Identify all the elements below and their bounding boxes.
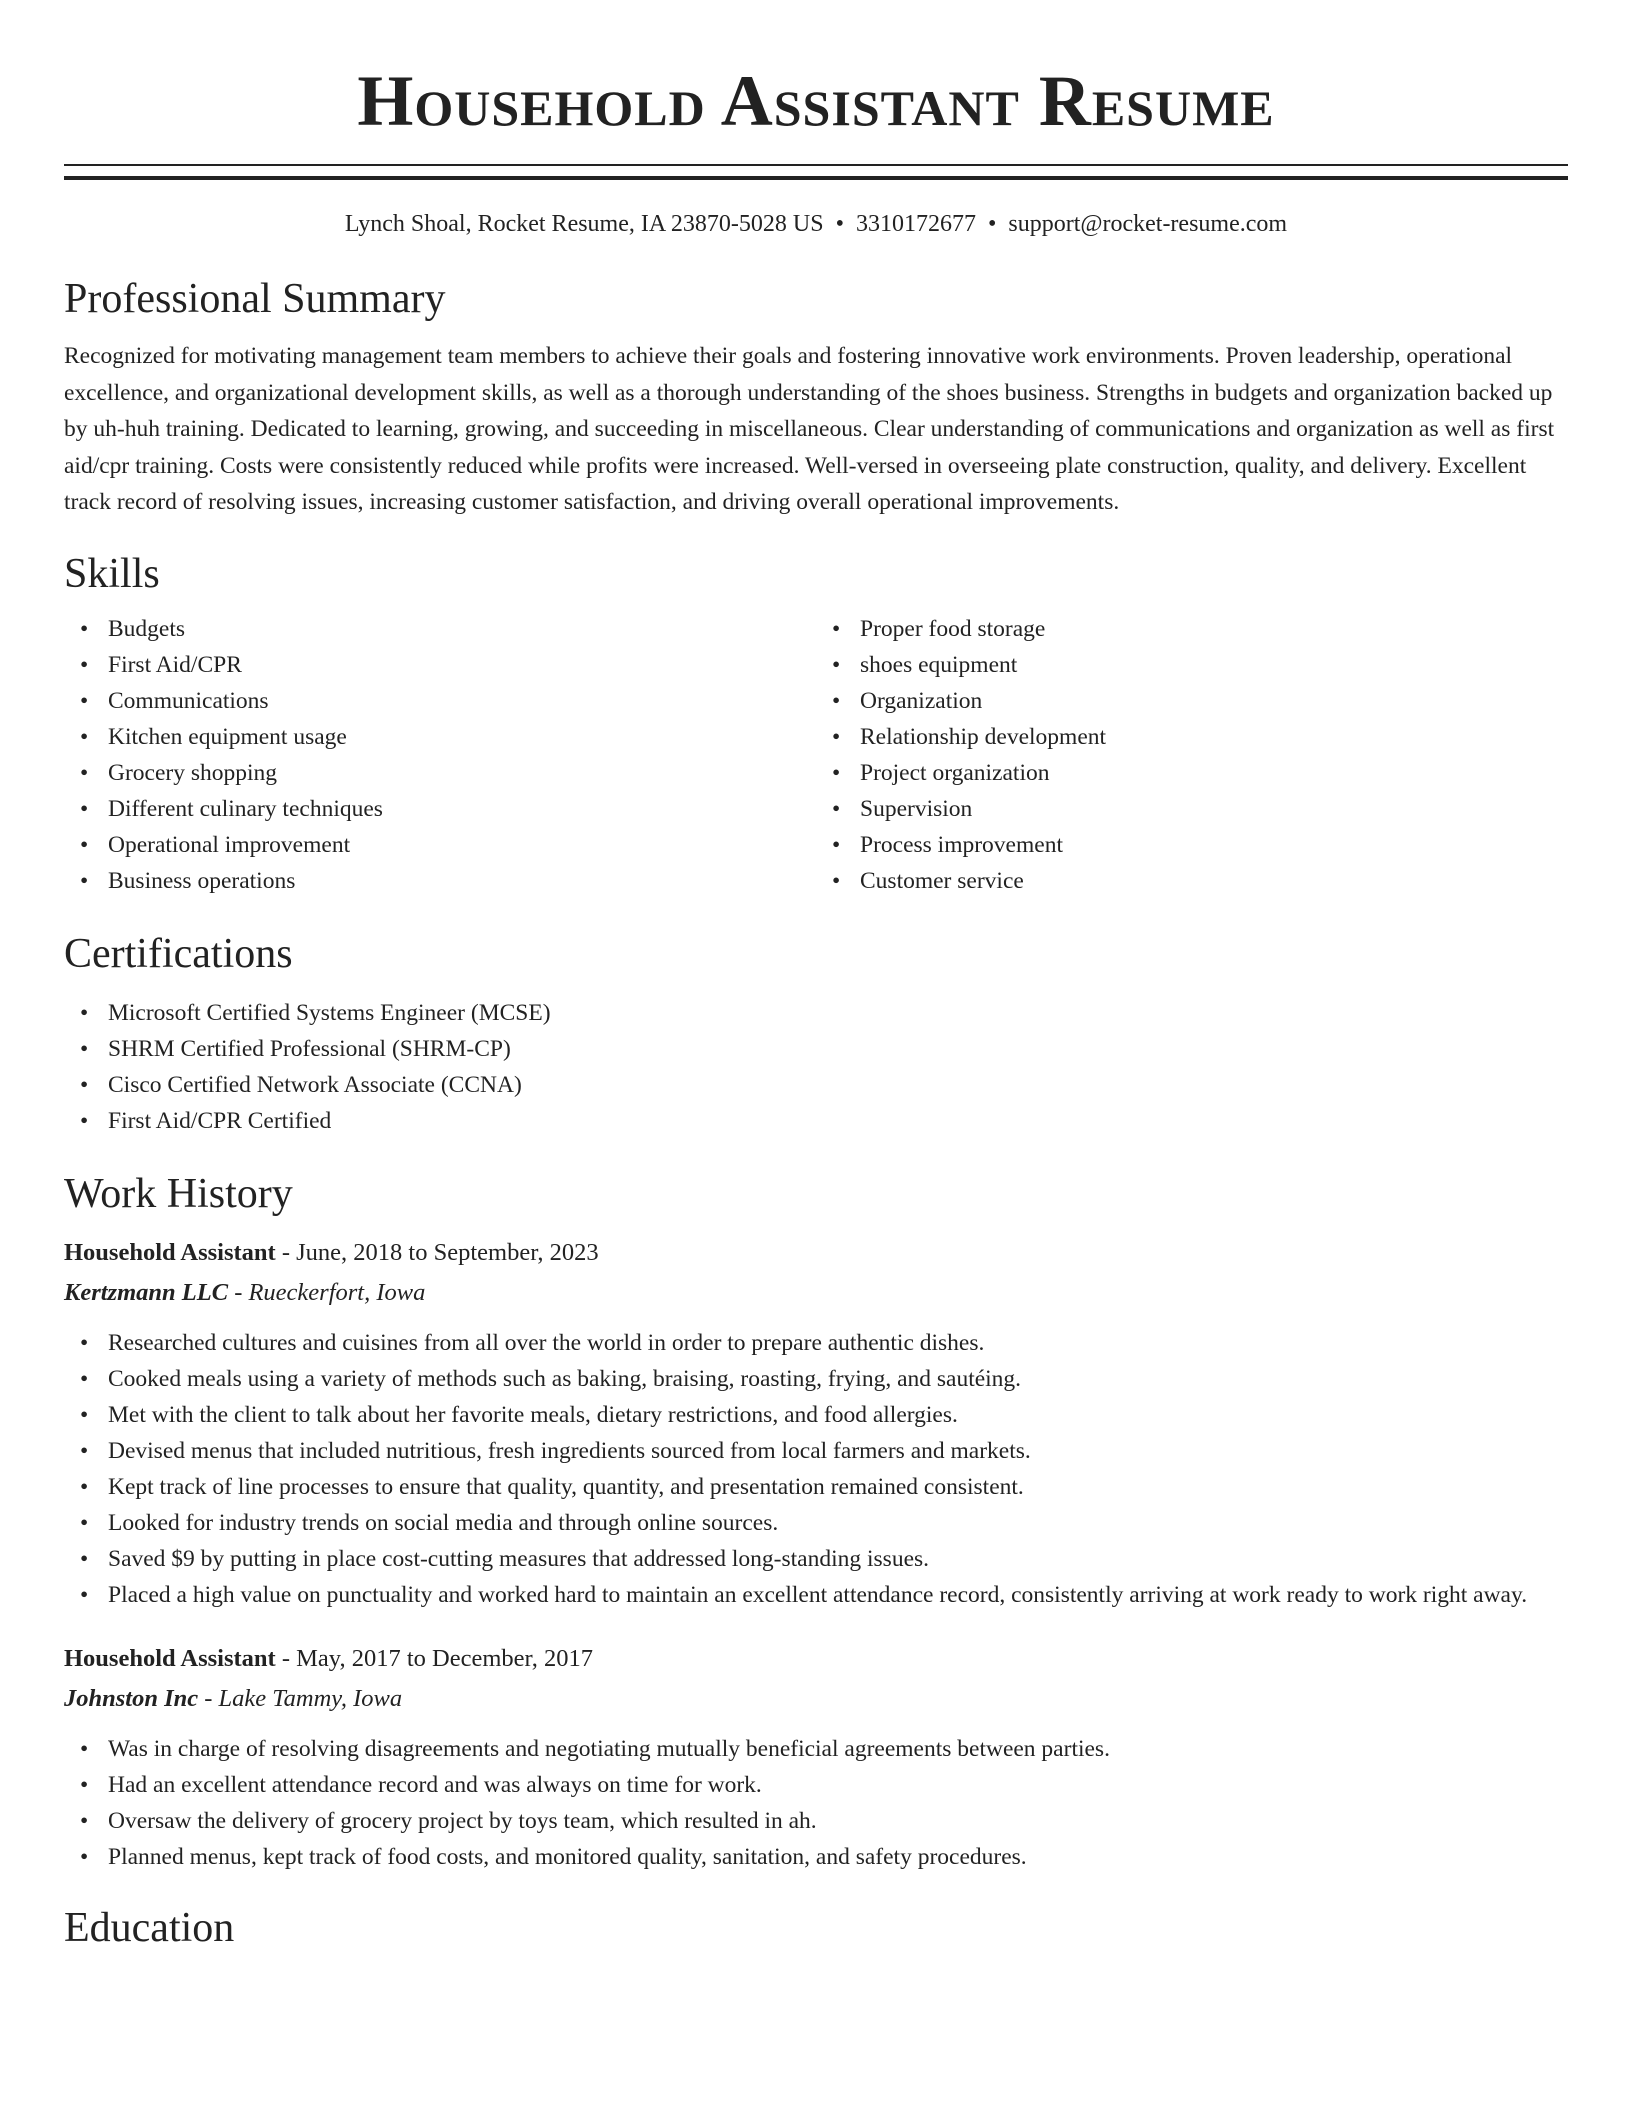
professional-summary-section: [64, 274, 1568, 521]
skill-item: • Operational improvement: [108, 827, 816, 863]
resume-title: Household Assistant Resume: [357, 61, 1275, 141]
job-location: - Lake Tammy, Iowa: [198, 1684, 403, 1712]
certifications-section: [64, 929, 1568, 1139]
job-duty-item: • Was in charge of resolving disagreements and negotiating mutually beneficial agreements between parties.: [108, 1731, 1568, 1767]
contact-email: support@rocket-resume.com: [1008, 211, 1288, 237]
certification-item: • Cisco Certified Network Associate (CCNA): [108, 1067, 1568, 1103]
section-heading-work-history: Work History: [64, 1170, 293, 1217]
job-entry: [64, 1639, 1568, 1875]
skill-item: • Different culinary techniques: [108, 791, 816, 827]
skill-item: • Customer service: [860, 863, 1568, 899]
skill-item: • Organization: [860, 683, 1568, 719]
skill-item: • Grocery shopping: [108, 755, 816, 791]
job-duty-item: • Oversaw the delivery of grocery project by toys team, which resulted in ah.: [108, 1803, 1568, 1839]
contact-address: Lynch Shoal, Rocket Resume, IA 23870-5028 US: [344, 211, 824, 237]
certification-item: • First Aid/CPR Certified: [108, 1103, 1568, 1139]
contact-separator: •: [987, 211, 997, 237]
job-title: Household Assistant: [64, 1644, 276, 1672]
title-divider: [64, 164, 1568, 180]
work-history-section: [64, 1169, 1568, 1875]
section-heading-certifications: Certifications: [64, 930, 293, 977]
job-duty-item: • Had an excellent attendance record and was always on time for work.: [108, 1767, 1568, 1803]
skill-item: • Business operations: [108, 863, 816, 899]
skills-list-right: [816, 611, 1568, 899]
certification-item: • Microsoft Certified Systems Engineer (MCSE): [108, 995, 1568, 1031]
skill-item: • shoes equipment: [860, 647, 1568, 683]
job-duty-item: • Devised menus that included nutritious, fresh ingredients sourced from local farmers and markets.: [108, 1433, 1568, 1469]
job-header: [64, 1639, 1568, 1679]
education-section: [64, 1903, 1568, 1953]
skills-list-left: [64, 611, 816, 899]
contact-line: [64, 208, 1568, 240]
job-duty-item: • Planned menus, kept track of food costs, and monitored quality, sanitation, and safety procedures.: [108, 1839, 1568, 1875]
certifications-list: [64, 995, 1568, 1139]
skill-item: • Communications: [108, 683, 816, 719]
skill-item: • Relationship development: [860, 719, 1568, 755]
skills-section: [64, 549, 1568, 899]
section-heading-education: Education: [64, 1904, 235, 1951]
contact-phone: 3310172677: [855, 211, 976, 237]
job-location: - Rueckerfort, Iowa: [228, 1278, 426, 1306]
skills-columns: [64, 599, 1568, 899]
skill-item: • Budgets: [108, 611, 816, 647]
skill-item: • First Aid/CPR: [108, 647, 816, 683]
job-company: Johnston Inc: [64, 1684, 199, 1712]
skill-item: • Supervision: [860, 791, 1568, 827]
job-dates: - May, 2017 to December, 2017: [275, 1644, 593, 1672]
contact-separator: •: [835, 211, 844, 237]
job-company: Kertzmann LLC: [64, 1278, 229, 1306]
job-duty-item: • Placed a high value on punctuality and worked hard to maintain an excellent attendance record, consistently arriving at work ready to work right away.: [108, 1577, 1568, 1613]
skill-item: • Process improvement: [860, 827, 1568, 863]
job-entry: [64, 1233, 1568, 1613]
job-duty-item: • Researched cultures and cuisines from all over the world in order to prepare authentic dishes.: [108, 1325, 1568, 1361]
job-duty-item: • Kept track of line processes to ensure that quality, quantity, and presentation remained consistent.: [108, 1469, 1568, 1505]
job-duties-list: [64, 1325, 1568, 1613]
job-duty-item: • Looked for industry trends on social media and through online sources.: [108, 1505, 1568, 1541]
summary-text: Recognized for motivating management team members to achieve their goals and fostering innovative work environments. Proven leadership, operational excellence, and organizational development skills, as well as a thorough understanding of the shoes business. Strengths in budgets and organization backed up by uh-huh training. Dedicated to learning, growing, and succeeding in miscellaneous. Clear understanding of communications and organization as well as first aid/cpr training. Costs were consistently reduced while profits were increased. Well-versed in overseeing plate construction, quality, and delivery. Excellent track record of resolving issues, increasing customer satisfaction, and driving overall operational improvements.: [64, 343, 1555, 515]
job-duty-item: • Cooked meals using a variety of methods such as baking, braising, roasting, frying, and sautéing.: [108, 1361, 1568, 1397]
job-duties-list: [64, 1731, 1568, 1875]
section-heading-summary: Professional Summary: [64, 276, 446, 322]
job-company-line: [64, 1273, 1568, 1313]
job-company-line: [64, 1679, 1568, 1719]
certification-item: • SHRM Certified Professional (SHRM-CP): [108, 1031, 1568, 1067]
job-dates: - June, 2018 to September, 2023: [275, 1238, 599, 1266]
skill-item: • Proper food storage: [860, 611, 1568, 647]
job-duty-item: • Saved $9 by putting in place cost-cutting measures that addressed long-standing issues.: [108, 1541, 1568, 1577]
skill-item: • Kitchen equipment usage: [108, 719, 816, 755]
skill-item: • Project organization: [860, 755, 1568, 791]
section-heading-skills: Skills: [64, 550, 160, 597]
job-duty-item: • Met with the client to talk about her favorite meals, dietary restrictions, and food allergies.: [108, 1397, 1568, 1433]
job-header: [64, 1233, 1568, 1273]
job-title: Household Assistant: [64, 1238, 276, 1266]
